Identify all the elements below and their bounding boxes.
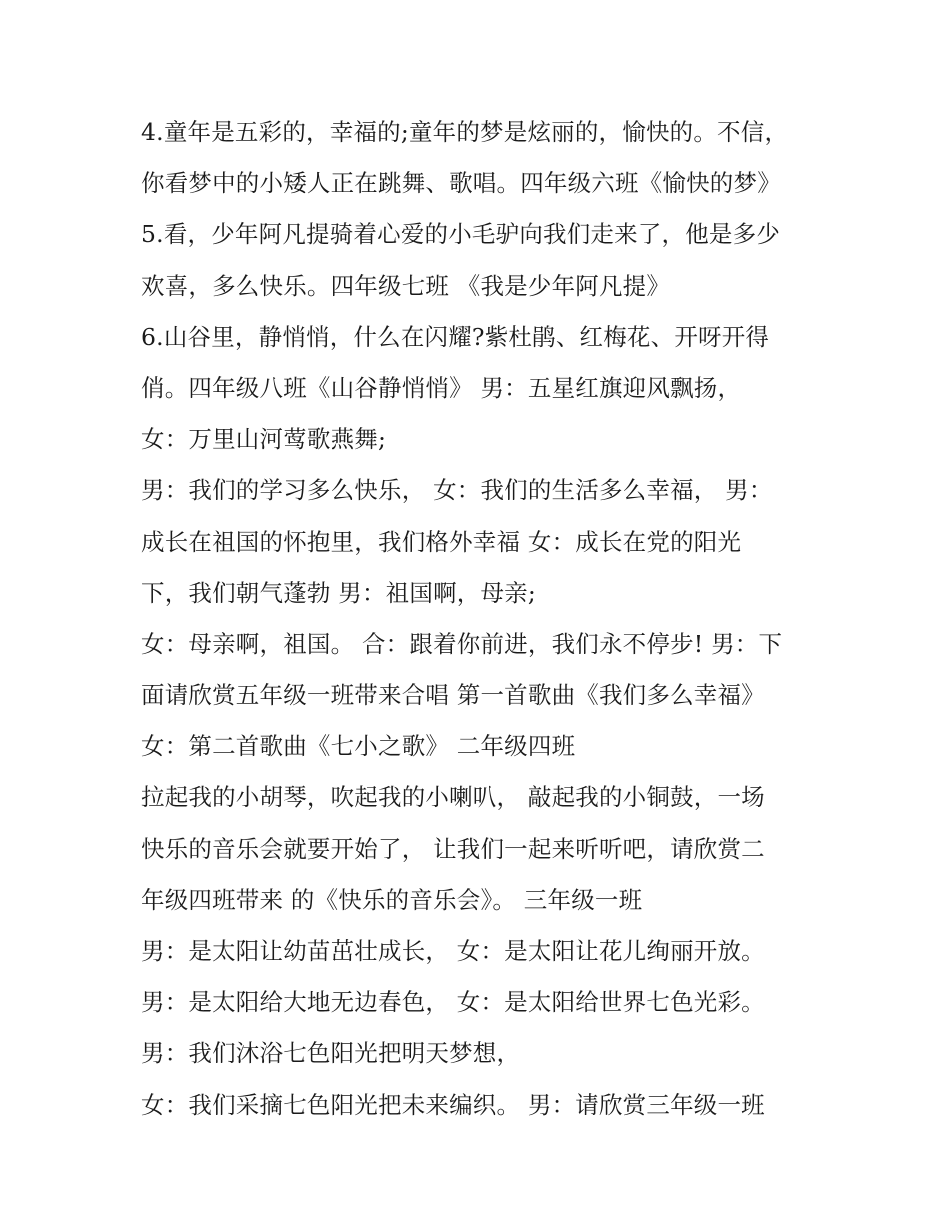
text-line: 女：万里山河莺歌燕舞; <box>141 425 387 454</box>
text-line: 女：母亲啊，祖国。 合：跟着你前进，我们永不停步! 男：下 <box>141 629 783 658</box>
text-line: 男：我们沐浴七色阳光把明天梦想， <box>141 1039 521 1068</box>
document-body <box>141 107 821 1131</box>
text-line: 年级四班带来 的《快乐的音乐会》。 三年级一班 <box>141 885 643 914</box>
text-line: 4.童年是五彩的，幸福的;童年的梦是炫丽的，愉快的。不信， <box>141 118 789 146</box>
text-line: 6.山谷里，静悄悄，什么在闪耀?紫杜鹃、红梅花、开呀开得 <box>141 322 770 351</box>
text-line: 男：是太阳让幼苗茁壮成长， 女：是太阳让花儿绚丽开放。 <box>141 937 765 965</box>
text-line: 女：第二首歌曲《七小之歌》 二年级四班 <box>141 732 576 761</box>
text-line: 快乐的音乐会就要开始了， 让我们一起来听听吧，请欣赏二 <box>141 834 765 863</box>
text-line: 你看梦中的小矮人正在跳舞、歌唱。四年级六班《愉快的梦》 <box>141 169 781 198</box>
text-line: 面请欣赏五年级一班带来合唱 第一首歌曲《我们多么幸福》 <box>141 681 765 710</box>
text-line: 5.看，少年阿凡提骑着心爱的小毛驴向我们走来了，他是多少 <box>141 220 781 249</box>
text-line: 欢喜，多么快乐。四年级七班 《我是少年阿凡提》 <box>141 271 671 300</box>
text-line: 下，我们朝气蓬勃 男：祖国啊，母亲; <box>141 578 536 607</box>
text-line: 女：我们采摘七色阳光把未来编织。 男：请欣赏三年级一班 <box>141 1090 765 1119</box>
text-line: 拉起我的小胡琴，吹起我的小喇叭， 敲起我的小铜鼓，一场 <box>141 783 765 812</box>
text-line: 俏。四年级八班《山谷静悄悄》 男：五星红旗迎风飘扬， <box>141 373 742 402</box>
text-line: 男：是太阳给大地无边春色， 女：是太阳给世界七色光彩。 <box>141 988 765 1017</box>
text-line: 男：我们的学习多么快乐， 女：我们的生活多么幸福， 男： <box>141 476 773 505</box>
text-line: 成长在祖国的怀抱里，我们格外幸福 女：成长在党的阳光 <box>141 527 742 556</box>
